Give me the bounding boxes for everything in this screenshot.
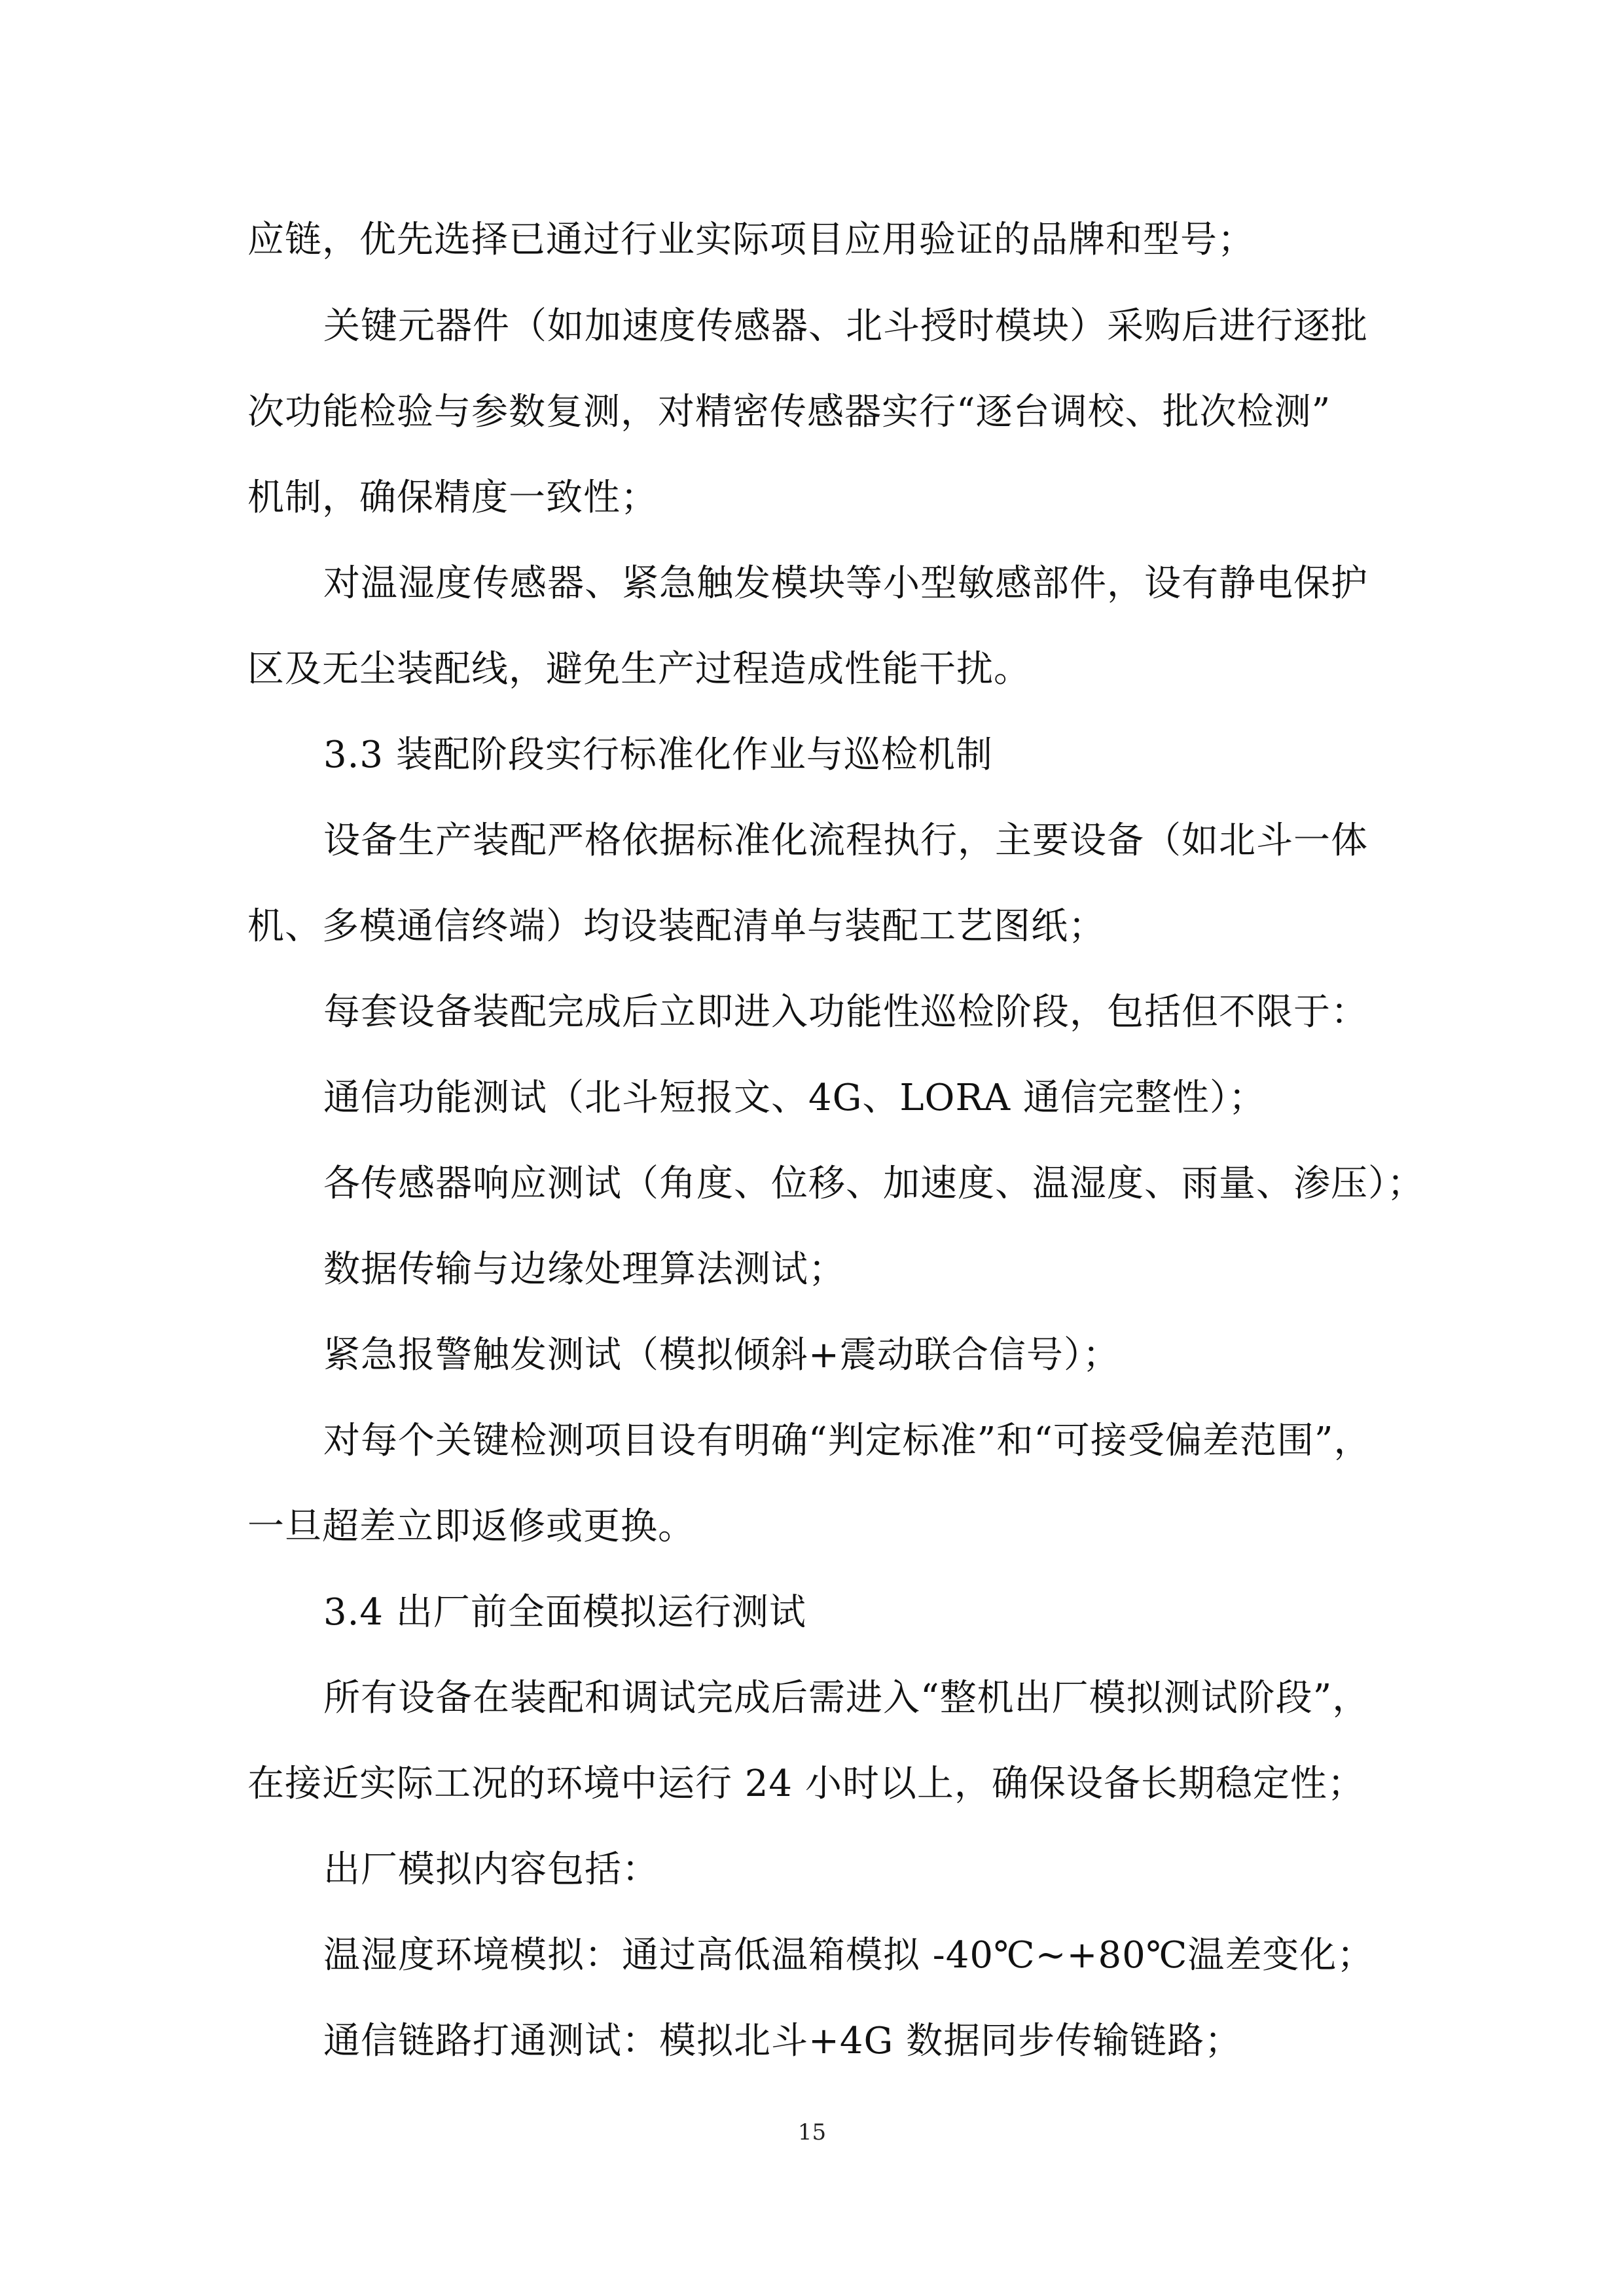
text-line: 对温湿度传感器、紧急触发模块等小型敏感部件，设有静电保护 [323, 562, 1368, 605]
text-line: 对每个关键检测项目设有明确“判定标准”和“可接受偏差范围”， [323, 1420, 1371, 1462]
text-line: 关键元器件（如加速度传感器、北斗授时模块）采购后进行逐批 [323, 305, 1368, 348]
text-line: 各传感器响应测试（角度、位移、加速度、温湿度、雨量、渗压）； [323, 1162, 1424, 1205]
section-heading: 3.3 装配阶段实行标准化作业与巡检机制 [323, 734, 993, 776]
text-line: 温湿度环境模拟：通过高低温箱模拟 -40℃~+80℃温差变化； [323, 1934, 1375, 1977]
text-line: 通信链路打通测试：模拟北斗+4G 数据同步传输链路； [323, 2020, 1242, 2062]
text-line: 每套设备装配完成后立即进入功能性巡检阶段，包括但不限于： [323, 991, 1368, 1033]
text-line: 设备生产装配严格依据标准化流程执行，主要设备（如北斗一体 [323, 819, 1368, 862]
text-line: 区及无尘装配线，避免生产过程造成性能干扰。 [247, 648, 1031, 691]
text-line: 次功能检验与参数复测，对精密传感器实行“逐台调校、批次检测” [247, 391, 1331, 433]
text-line: 所有设备在装配和调试完成后需进入“整机出厂模拟测试阶段”， [323, 1677, 1370, 1719]
text-line: 一旦超差立即返修或更换。 [247, 1505, 695, 1548]
text-line: 机制，确保精度一致性； [247, 476, 658, 519]
text-line: 通信功能测试（北斗短报文、4G、LORA 通信完整性）； [323, 1077, 1266, 1119]
text-line: 紧急报警触发测试（模拟倾斜+震动联合信号）； [323, 1334, 1120, 1376]
page-number: 15 [797, 2119, 827, 2145]
section-heading: 3.4 出厂前全面模拟运行测试 [323, 1591, 806, 1634]
text-line: 数据传输与边缘处理算法测试； [323, 1248, 846, 1291]
text-line: 机、多模通信终端）均设装配清单与装配工艺图纸； [247, 905, 1106, 948]
text-line: 出厂模拟内容包括： [323, 1848, 659, 1891]
text-line: 应链，优先选择已通过行业实际项目应用验证的品牌和型号； [247, 219, 1255, 261]
text-line: 在接近实际工况的环境中运行 24 小时以上，确保设备长期稳定性； [247, 1763, 1365, 1805]
